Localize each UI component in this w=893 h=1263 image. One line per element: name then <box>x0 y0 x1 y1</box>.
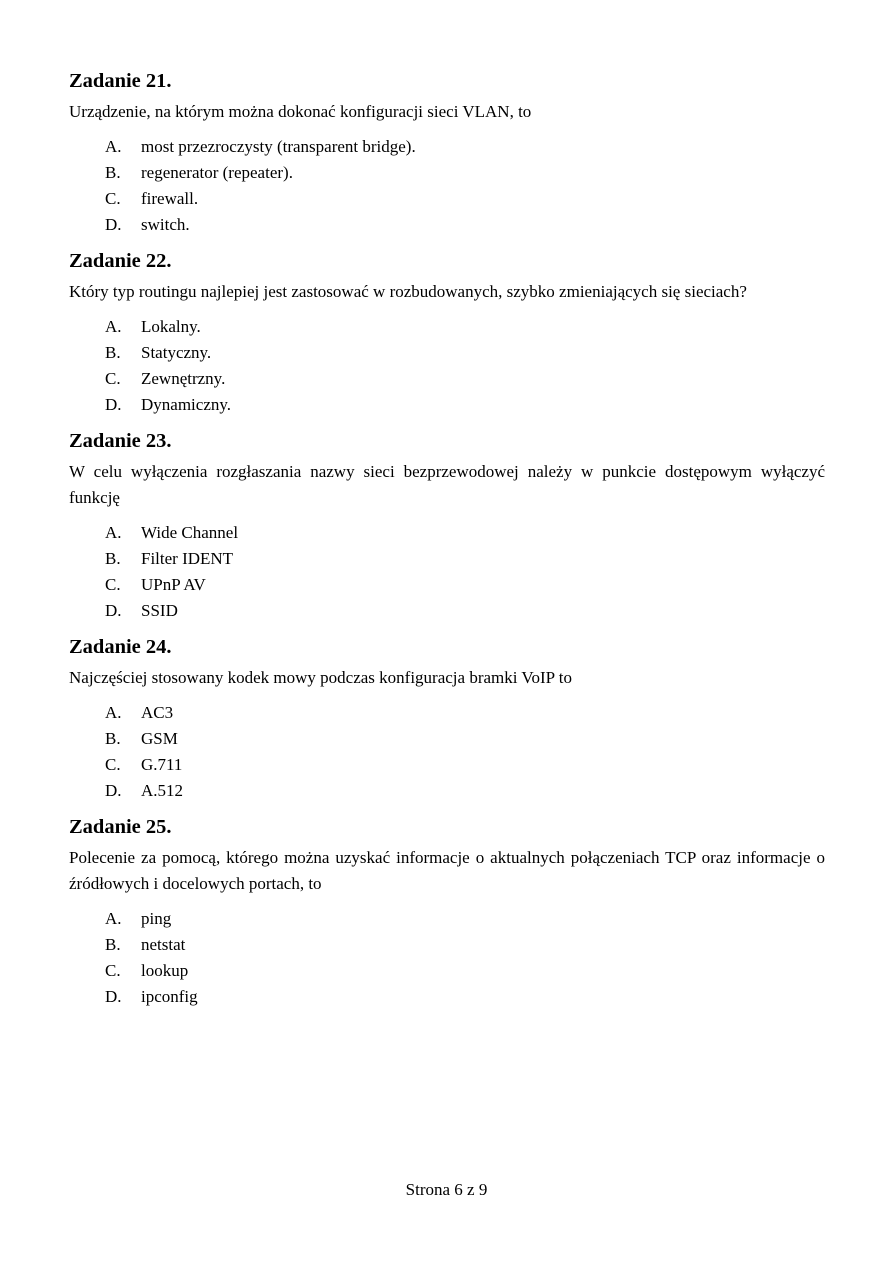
task-21 <box>69 68 825 238</box>
answer-text: Lokalny. <box>141 317 201 336</box>
answer-text: AC3 <box>141 703 174 722</box>
answer-option-b <box>69 160 825 186</box>
task-question: Urządzenie, na którym można dokonać konfiguracji sieci VLAN, to <box>69 102 532 121</box>
answer-text: ipconfig <box>141 987 198 1006</box>
task-title: Zadanie 24. <box>69 636 172 658</box>
answer-list <box>69 520 825 624</box>
answer-list <box>69 314 825 418</box>
answer-letter: C. <box>105 575 121 594</box>
answer-option-a <box>69 314 825 340</box>
answer-text: Filter IDENT <box>141 549 234 568</box>
task-title: Zadanie 25. <box>69 816 172 838</box>
answer-text: netstat <box>141 935 186 954</box>
answer-option-b <box>69 340 825 366</box>
answer-letter: B. <box>105 163 121 182</box>
answer-list <box>69 134 825 238</box>
task-question: W celu wyłączenia rozgłaszania nazwy sieci bezprzewodowej należy w punkcie dostępowym wyłączyć funkcję <box>69 462 825 507</box>
page-number: Strona 6 z 9 <box>405 1180 488 1199</box>
task-22 <box>69 248 825 418</box>
task-title: Zadanie 22. <box>69 250 172 272</box>
answer-list <box>69 700 825 804</box>
answer-text: Dynamiczny. <box>141 395 232 414</box>
answer-option-b <box>69 726 825 752</box>
answer-text: switch. <box>141 215 190 234</box>
answer-option-a <box>69 520 825 546</box>
task-24 <box>69 634 825 804</box>
task-question: Najczęściej stosowany kodek mowy podczas konfiguracja bramki VoIP to <box>69 668 572 687</box>
answer-letter: D. <box>105 601 122 620</box>
answer-option-a <box>69 134 825 160</box>
answer-option-d <box>69 778 825 804</box>
answer-letter: B. <box>105 935 121 954</box>
answer-letter: A. <box>105 523 122 542</box>
answer-text: lookup <box>141 961 189 980</box>
task-title: Zadanie 23. <box>69 430 172 452</box>
answer-letter: A. <box>105 137 122 156</box>
answer-option-c <box>69 752 825 778</box>
answer-letter: D. <box>105 987 122 1006</box>
answer-option-c <box>69 572 825 598</box>
task-question: Polecenie za pomocą, którego można uzyskać informacje o aktualnych połączeniach TCP oraz informacje o źródłowych i docelowych portach, to <box>69 848 825 893</box>
answer-letter: D. <box>105 781 122 800</box>
answer-option-b <box>69 546 825 572</box>
answer-letter: A. <box>105 703 122 722</box>
answer-option-a <box>69 906 825 932</box>
answer-option-d <box>69 212 825 238</box>
answer-letter: C. <box>105 369 121 388</box>
answer-letter: C. <box>105 961 121 980</box>
answer-letter: A. <box>105 317 122 336</box>
answer-option-c <box>69 366 825 392</box>
answer-letter: A. <box>105 909 122 928</box>
answer-letter: B. <box>105 729 121 748</box>
answer-text: Wide Channel <box>141 523 239 542</box>
answer-text: UPnP AV <box>141 575 206 594</box>
answer-option-c <box>69 958 825 984</box>
task-title: Zadanie 21. <box>69 70 172 92</box>
answer-option-d <box>69 984 825 1010</box>
answer-text: Zewnętrzny. <box>141 369 226 388</box>
task-23 <box>69 428 825 624</box>
answer-letter: B. <box>105 549 121 568</box>
answer-text: SSID <box>141 601 178 620</box>
answer-option-c <box>69 186 825 212</box>
task-question: Który typ routingu najlepiej jest zastosować w rozbudowanych, szybko zmieniających się sieciach? <box>69 282 747 301</box>
answer-option-a <box>69 700 825 726</box>
answer-letter: D. <box>105 395 122 414</box>
answer-text: G.711 <box>141 755 183 774</box>
answer-text: most przezroczysty (transparent bridge). <box>141 137 416 156</box>
answer-option-d <box>69 392 825 418</box>
answer-letter: C. <box>105 755 121 774</box>
answer-option-d <box>69 598 825 624</box>
exam-page <box>69 68 825 1020</box>
task-25 <box>69 814 825 1010</box>
answer-text: ping <box>141 909 172 928</box>
answer-option-b <box>69 932 825 958</box>
answer-text: firewall. <box>141 189 199 208</box>
answer-text: A.512 <box>141 781 184 800</box>
answer-text: Statyczny. <box>141 343 212 362</box>
answer-text: GSM <box>141 729 178 748</box>
answer-letter: D. <box>105 215 122 234</box>
answer-letter: B. <box>105 343 121 362</box>
answer-text: regenerator (repeater). <box>141 163 293 182</box>
answer-letter: C. <box>105 189 121 208</box>
answer-list <box>69 906 825 1010</box>
